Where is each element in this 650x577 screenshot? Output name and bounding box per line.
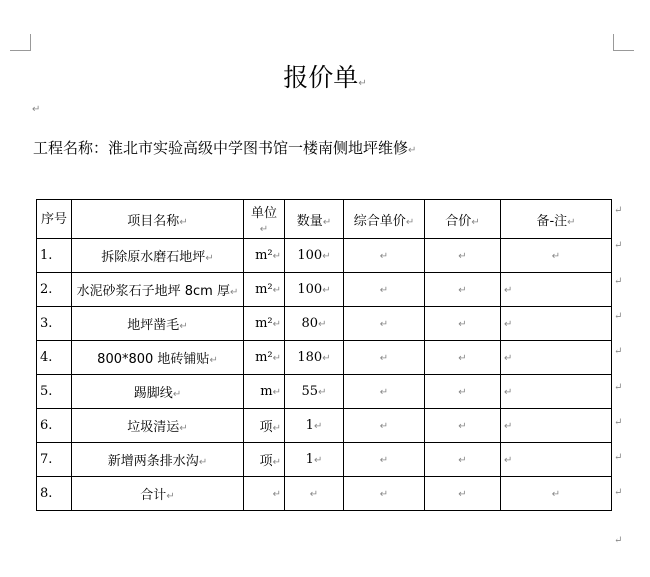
remark[interactable]: ↵ <box>501 443 612 477</box>
unit-price[interactable]: ↵ <box>344 443 425 477</box>
row-end-mark: ↵ <box>614 417 623 428</box>
unit[interactable]: ↵ <box>244 477 285 511</box>
remark[interactable]: ↵ <box>501 273 612 307</box>
unit-price[interactable]: ↵ <box>344 341 425 375</box>
row-number[interactable]: 6. <box>37 409 72 443</box>
table-row <box>37 239 612 273</box>
unit-price[interactable]: ↵ <box>344 239 425 273</box>
remark[interactable]: ↵ <box>501 409 612 443</box>
row-end-mark: ↵ <box>614 205 623 216</box>
unit[interactable]: m²↵ <box>244 341 285 375</box>
table-header-row <box>37 200 612 239</box>
row-number[interactable]: 3. <box>37 307 72 341</box>
unit-price[interactable]: ↵ <box>344 409 425 443</box>
item-name[interactable]: 拆除原水磨石地坪↵ <box>72 239 244 273</box>
row-end-mark: ↵ <box>614 452 623 463</box>
total-price[interactable]: ↵ <box>425 273 501 307</box>
header-cell: 单位↵ <box>244 200 285 239</box>
quantity[interactable]: 55↵ <box>285 375 344 409</box>
row-end-mark: ↵ <box>614 535 623 546</box>
total-price[interactable]: ↵ <box>425 341 501 375</box>
total-price[interactable]: ↵ <box>425 477 501 511</box>
document-title: 报价单↵ <box>283 63 367 92</box>
total-price[interactable]: ↵ <box>425 409 501 443</box>
item-name[interactable]: 合计↵ <box>72 477 244 511</box>
header-cell: 数量↵ <box>285 200 344 239</box>
total-price[interactable]: ↵ <box>425 443 501 477</box>
remark[interactable]: ↵ <box>501 341 612 375</box>
unit-price[interactable]: ↵ <box>344 273 425 307</box>
row-end-mark: ↵ <box>614 311 623 322</box>
item-name[interactable]: 800*800 地砖铺贴↵ <box>72 341 244 375</box>
row-number[interactable]: 2. <box>37 273 72 307</box>
table-row <box>37 409 612 443</box>
header-cell: 序号 <box>37 200 72 239</box>
row-number[interactable]: 4. <box>37 341 72 375</box>
quantity[interactable]: 1↵ <box>285 409 344 443</box>
total-price[interactable]: ↵ <box>425 239 501 273</box>
unit-price[interactable]: ↵ <box>344 375 425 409</box>
unit-price[interactable]: ↵ <box>344 477 425 511</box>
item-name[interactable]: 踢脚线↵ <box>72 375 244 409</box>
row-end-mark: ↵ <box>614 276 623 287</box>
unit[interactable]: 项↵ <box>244 409 285 443</box>
row-end-mark: ↵ <box>614 382 623 393</box>
header-cell: 项目名称↵ <box>72 200 244 239</box>
remark[interactable]: ↵ <box>501 375 612 409</box>
row-number[interactable]: 1. <box>37 239 72 273</box>
table-row <box>37 443 612 477</box>
quantity[interactable]: 100↵ <box>285 239 344 273</box>
unit[interactable]: 项↵ <box>244 443 285 477</box>
page-corner-mark-left <box>10 34 31 51</box>
page-corner-mark-right <box>613 34 634 51</box>
item-name[interactable]: 新增两条排水沟↵ <box>72 443 244 477</box>
row-end-mark: ↵ <box>614 346 623 357</box>
header-cell: 综合单价↵ <box>344 200 425 239</box>
row-end-mark: ↵ <box>614 487 623 498</box>
unit-price[interactable]: ↵ <box>344 307 425 341</box>
table-row <box>37 477 612 511</box>
table-row <box>37 375 612 409</box>
header-cell: 备-注↵ <box>501 200 612 239</box>
project-line: 工程名称：淮北市实验高级中学图书馆一楼南侧地坪维修↵ <box>33 139 417 157</box>
row-number[interactable]: 8. <box>37 477 72 511</box>
table-row <box>37 273 612 307</box>
project-name: 淮北市实验高级中学图书馆一楼南侧地坪维修 <box>108 139 409 157</box>
remark[interactable]: ↵ <box>501 307 612 341</box>
row-number[interactable]: 5. <box>37 375 72 409</box>
quantity[interactable]: 1↵ <box>285 443 344 477</box>
project-label: 工程名称： <box>33 139 109 157</box>
remark[interactable]: ↵ <box>501 239 612 273</box>
quantity[interactable]: 180↵ <box>285 341 344 375</box>
row-number[interactable]: 7. <box>37 443 72 477</box>
item-name[interactable]: 垃圾清运↵ <box>72 409 244 443</box>
quote-table <box>36 199 612 511</box>
remark[interactable]: ↵ <box>501 477 612 511</box>
row-end-mark: ↵ <box>614 240 623 251</box>
unit[interactable]: m↵ <box>244 375 285 409</box>
item-name[interactable]: 水泥砂浆石子地坪 8cm 厚↵ <box>72 273 244 307</box>
quantity[interactable]: ↵ <box>285 477 344 511</box>
unit[interactable]: m²↵ <box>244 307 285 341</box>
total-price[interactable]: ↵ <box>425 307 501 341</box>
quantity[interactable]: 80↵ <box>285 307 344 341</box>
header-cell: 合价↵ <box>425 200 501 239</box>
unit[interactable]: m²↵ <box>244 273 285 307</box>
table-row <box>37 341 612 375</box>
item-name[interactable]: 地坪凿毛↵ <box>72 307 244 341</box>
total-price[interactable]: ↵ <box>425 375 501 409</box>
paragraph-mark: ↵ <box>32 104 41 115</box>
table-row <box>37 307 612 341</box>
quantity[interactable]: 100↵ <box>285 273 344 307</box>
unit[interactable]: m²↵ <box>244 239 285 273</box>
